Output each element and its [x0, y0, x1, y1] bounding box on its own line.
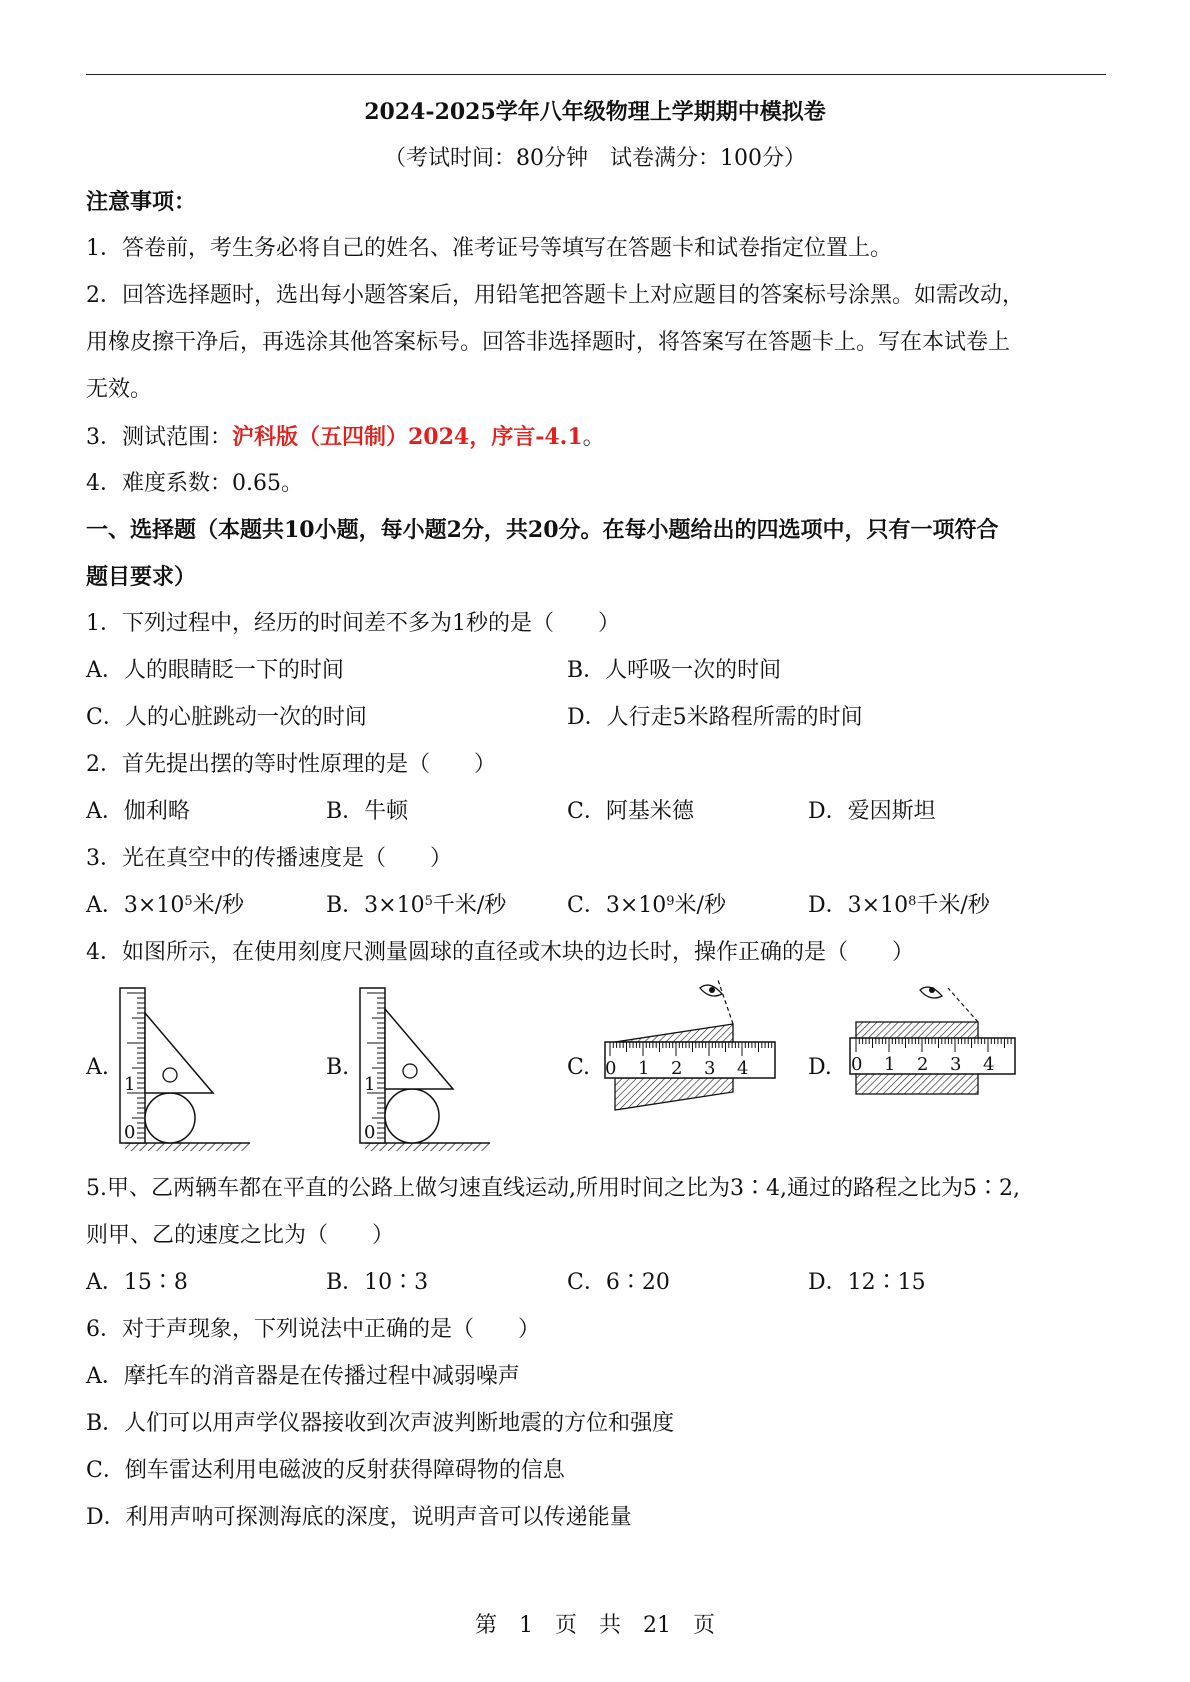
- q4-figure-c: [600, 980, 780, 1155]
- header-rule: [86, 74, 1106, 75]
- ruler-label-4: 4: [737, 1058, 749, 1079]
- block-bottom: [615, 1078, 733, 1110]
- ruler-label-2: 2: [917, 1054, 929, 1075]
- ruler-body: [605, 1042, 775, 1078]
- q5-stem-line-2: 则甲、乙的速度之比为（ ）: [86, 1223, 395, 1248]
- ground-hatch: [365, 1143, 490, 1151]
- note-4: 4．难度系数：0.65。: [86, 471, 303, 496]
- note-2-line-3: 无效。: [86, 377, 153, 402]
- q3-d-base: D．3×10: [808, 893, 909, 918]
- section-1-heading: 一、选择题（本题共10小题，每小题2分，共20分。在每小题给出的四选项中，只有一项符合: [86, 517, 999, 543]
- q5-option-a[interactable]: A．15∶8: [86, 1270, 188, 1295]
- q3-b-unit: 千米/秒: [432, 893, 507, 918]
- q1-option-b[interactable]: B．人呼吸一次的时间: [567, 658, 782, 683]
- q3-stem: 3．光在真空中的传播速度是（ ）: [86, 846, 452, 871]
- q3-option-c[interactable]: [567, 891, 726, 921]
- q1-stem: 1．下列过程中，经历的时间差不多为1秒的是（ ）: [86, 611, 620, 636]
- q2-option-a[interactable]: A．伽利略: [86, 799, 190, 824]
- ruler-label-4: 4: [983, 1054, 995, 1075]
- ruler-label-2: 2: [671, 1058, 683, 1079]
- q3-d-exponent: 8: [908, 894, 917, 909]
- q1-option-a[interactable]: A．人的眼睛眨一下的时间: [86, 658, 344, 683]
- set-square: [145, 1013, 213, 1093]
- sight-line: [948, 988, 978, 1022]
- q4-figure-d: [848, 980, 1018, 1155]
- q4-option-d-label[interactable]: D.: [808, 1055, 832, 1080]
- ruler-label-0: 0: [851, 1054, 863, 1075]
- ruler-label-3: 3: [950, 1054, 962, 1075]
- q6-stem: 6．对于声现象，下列说法中正确的是（ ）: [86, 1317, 540, 1342]
- ruler-label-0: 0: [364, 1122, 376, 1143]
- note-1: 1．答卷前，考生务必将自己的姓名、准考证号等填写在答题卡和试卷指定位置上。: [86, 236, 892, 261]
- ruler-label-0: 0: [605, 1058, 617, 1079]
- q4-figure-b: [355, 980, 495, 1155]
- q2-stem: 2．首先提出摆的等时性原理的是（ ）: [86, 752, 496, 777]
- ruler-label-3: 3: [704, 1058, 716, 1079]
- test-scope: 沪科版（五四制）2024，序言-4.1: [232, 424, 583, 450]
- note-3: [86, 422, 605, 453]
- q5-option-b[interactable]: B．10∶3: [326, 1270, 429, 1295]
- q3-d-unit: 千米/秒: [916, 893, 990, 918]
- q3-a-base: A．3×10: [86, 893, 185, 918]
- notes-heading: 注意事项：: [86, 189, 197, 215]
- q2-option-c[interactable]: C．阿基米德: [567, 799, 694, 824]
- note-3-label: 3．测试范围：: [86, 425, 232, 450]
- q4-stem: 4．如图所示，在使用刻度尺测量圆球的直径或木块的边长时，操作正确的是（ ）: [86, 940, 914, 965]
- ruler-body: [360, 988, 385, 1143]
- q3-option-b[interactable]: [326, 891, 506, 921]
- note-3-end: 。: [582, 425, 605, 450]
- q1-option-d[interactable]: D．人行走5米路程所需的时间: [567, 705, 863, 730]
- ground-hatch: [125, 1143, 250, 1151]
- ball: [145, 1093, 195, 1143]
- q2-option-b[interactable]: B．牛顿: [326, 799, 409, 824]
- q1-option-c[interactable]: C．人的心脏跳动一次的时间: [86, 705, 367, 730]
- q4-option-a-label[interactable]: A.: [86, 1055, 109, 1080]
- ruler-label-1: 1: [638, 1058, 650, 1079]
- page-title: 2024-2025学年八年级物理上学期期中模拟卷: [364, 99, 826, 125]
- q3-a-unit: 米/秒: [192, 893, 245, 918]
- ruler-label-0: 0: [124, 1122, 136, 1143]
- ruler-label-1: 1: [884, 1054, 896, 1075]
- note-2-line-1: 2．回答选择题时，选出每小题答案后，用铅笔把答题卡上对应题目的答案标号涂黑。如需改动，: [86, 283, 1025, 308]
- q3-b-base: B．3×10: [326, 893, 425, 918]
- q3-b-exponent: 5: [424, 894, 433, 909]
- note-2-line-2: 用橡皮擦干净后，再选涂其他答案标号。回答非选择题时，将答案写在答题卡上。写在本试卷上: [86, 330, 1011, 355]
- exam-info: （考试时间：80分钟 试卷满分：100分）: [384, 146, 806, 171]
- ball: [385, 1089, 439, 1143]
- sight-line: [718, 980, 733, 1024]
- q3-option-d[interactable]: [808, 891, 990, 921]
- q3-c-exponent: 9: [666, 894, 675, 909]
- q6-option-c[interactable]: C．倒车雷达利用电磁波的反射获得障碍物的信息: [86, 1458, 565, 1483]
- q3-c-unit: 米/秒: [674, 893, 726, 918]
- q6-option-b[interactable]: B．人们可以用声学仪器接收到次声波判断地震的方位和强度: [86, 1411, 675, 1436]
- q3-option-a[interactable]: [86, 891, 244, 921]
- ruler-label-1: 1: [124, 1074, 136, 1095]
- q2-option-d[interactable]: D．爱因斯坦: [808, 799, 936, 824]
- q4-option-b-label[interactable]: B.: [326, 1055, 350, 1080]
- section-1-heading-cont: 题目要求）: [86, 564, 197, 590]
- ruler-label-1: 1: [364, 1074, 376, 1095]
- q3-c-base: C．3×10: [567, 893, 667, 918]
- ruler-body: [120, 988, 145, 1143]
- q4-option-c-label[interactable]: C.: [567, 1055, 591, 1080]
- eye-pupil-icon: [929, 987, 935, 993]
- set-square-hole: [403, 1064, 417, 1078]
- set-square-hole: [163, 1068, 177, 1082]
- q3-a-exponent: 5: [184, 894, 193, 909]
- eye-pupil-icon: [709, 987, 715, 993]
- q6-option-a[interactable]: A．摩托车的消音器是在传播过程中减弱噪声: [86, 1364, 520, 1389]
- q5-stem-line-1: 5.甲、乙两辆车都在平直的公路上做匀速直线运动,所用时间之比为3∶4,通过的路程之比为5∶2,: [86, 1176, 1020, 1201]
- q6-option-d[interactable]: D．利用声呐可探测海底的深度，说明声音可以传递能量: [86, 1505, 632, 1530]
- q5-option-d[interactable]: D．12∶15: [808, 1270, 926, 1295]
- set-square: [385, 1009, 453, 1089]
- q4-figure-a: [115, 980, 255, 1155]
- page-number: 第 1 页 共 21 页: [475, 1613, 715, 1638]
- block-top: [615, 1024, 733, 1042]
- q5-option-c[interactable]: C．6∶20: [567, 1270, 670, 1295]
